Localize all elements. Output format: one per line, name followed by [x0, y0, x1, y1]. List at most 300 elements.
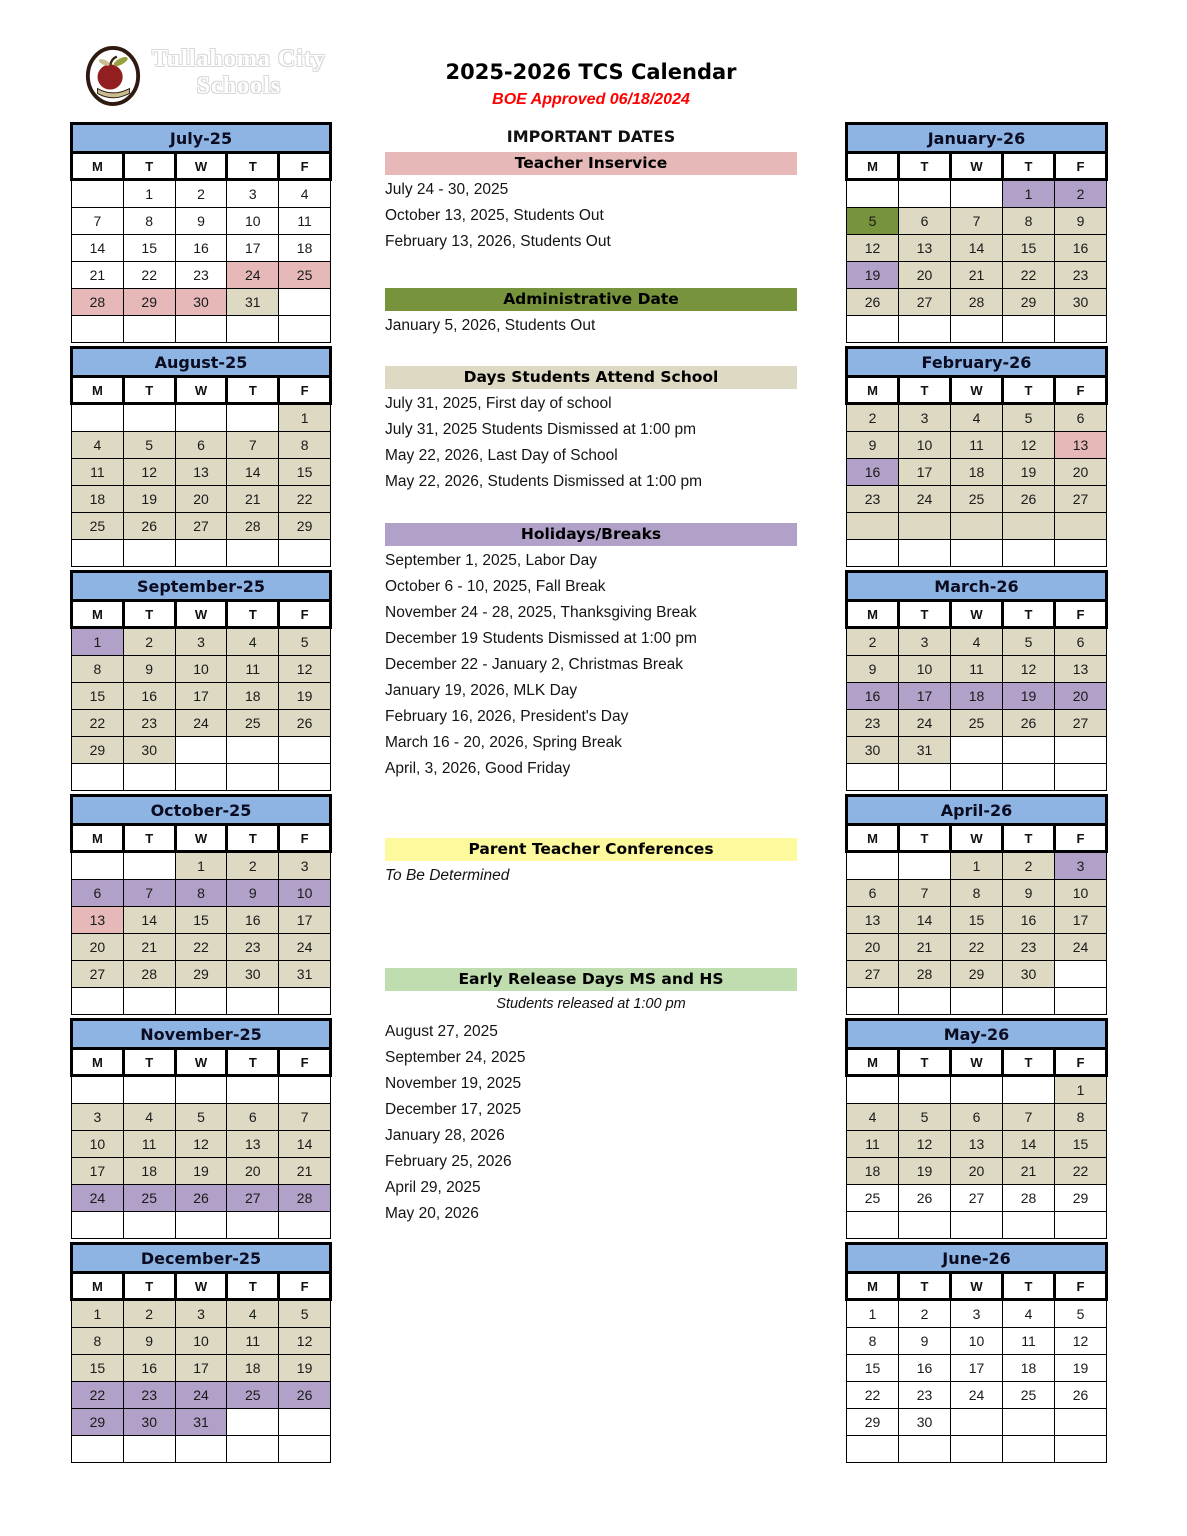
week-row — [72, 1131, 331, 1158]
weekday-label: M — [847, 601, 899, 628]
day-cell: 26 — [1003, 486, 1055, 513]
day-cell: 11 — [72, 459, 124, 486]
important-date-item: February 13, 2026, Students Out — [385, 233, 611, 250]
week-row — [847, 852, 1107, 880]
day-cell: 13 — [72, 907, 124, 934]
day-cell: 9 — [1055, 208, 1107, 235]
important-date-item: January 28, 2026 — [385, 1127, 505, 1144]
week-row — [847, 540, 1107, 567]
week-row — [72, 1409, 331, 1436]
day-cell: 8 — [951, 880, 1003, 907]
day-cell: 7 — [951, 208, 1003, 235]
day-cell: 23 — [175, 262, 227, 289]
day-cell: 23 — [227, 934, 279, 961]
day-cell: 11 — [123, 1131, 175, 1158]
section-item-list — [385, 548, 797, 782]
day-cell: 14 — [899, 907, 951, 934]
day-cell: 19 — [1003, 683, 1055, 710]
week-row — [847, 880, 1107, 907]
day-cell: 12 — [279, 1328, 331, 1355]
day-cell: 3 — [227, 180, 279, 208]
day-cell: 15 — [279, 459, 331, 486]
day-cell — [175, 1436, 227, 1463]
section-item-list — [385, 863, 797, 889]
day-cell: 6 — [951, 1104, 1003, 1131]
day-cell: 12 — [175, 1131, 227, 1158]
day-cell — [175, 1076, 227, 1104]
month-calendar — [70, 346, 332, 567]
day-cell: 25 — [951, 486, 1003, 513]
weekday-header-row — [847, 377, 1107, 404]
week-row — [72, 683, 331, 710]
day-cell: 28 — [279, 1185, 331, 1212]
day-cell — [951, 316, 1003, 343]
day-cell — [227, 540, 279, 567]
day-cell: 9 — [123, 656, 175, 683]
day-cell: 28 — [951, 289, 1003, 316]
day-cell: 27 — [847, 961, 899, 988]
day-cell: 22 — [951, 934, 1003, 961]
month-title: June-26 — [847, 1244, 1107, 1273]
day-cell — [951, 1436, 1003, 1463]
day-cell: 22 — [175, 934, 227, 961]
weekday-label: F — [279, 825, 331, 852]
day-cell: 20 — [1055, 459, 1107, 486]
day-cell: 16 — [1003, 907, 1055, 934]
day-cell: 10 — [279, 880, 331, 907]
day-cell: 11 — [279, 208, 331, 235]
week-row — [847, 737, 1107, 764]
day-cell: 1 — [175, 852, 227, 880]
day-cell: 3 — [951, 1300, 1003, 1328]
day-cell: 9 — [1003, 880, 1055, 907]
important-dates-title: IMPORTANT DATES — [506, 127, 676, 146]
month-calendar — [845, 1018, 1108, 1239]
section-header: Teacher Inservice — [385, 152, 797, 175]
day-cell: 13 — [899, 235, 951, 262]
day-cell — [227, 988, 279, 1015]
day-cell — [899, 540, 951, 567]
weekday-header-row — [72, 153, 331, 180]
weekday-label: T — [227, 601, 279, 628]
weekday-label: W — [175, 825, 227, 852]
page-title: 2025-2026 TCS Calendar — [445, 60, 737, 84]
day-cell — [1003, 764, 1055, 791]
day-cell — [951, 180, 1003, 208]
day-cell: 1 — [1055, 1076, 1107, 1104]
day-cell: 30 — [227, 961, 279, 988]
weekday-label: T — [123, 153, 175, 180]
day-cell: 5 — [123, 432, 175, 459]
weekday-label: F — [279, 1273, 331, 1300]
day-cell — [1055, 764, 1107, 791]
day-cell: 25 — [951, 710, 1003, 737]
day-cell — [951, 513, 1003, 540]
day-cell — [175, 540, 227, 567]
day-cell: 19 — [899, 1158, 951, 1185]
day-cell: 25 — [227, 710, 279, 737]
day-cell: 24 — [279, 934, 331, 961]
day-cell — [1003, 540, 1055, 567]
day-cell: 19 — [847, 262, 899, 289]
day-cell: 27 — [175, 513, 227, 540]
day-cell: 18 — [123, 1158, 175, 1185]
day-cell: 8 — [1055, 1104, 1107, 1131]
week-row — [72, 1300, 331, 1328]
section-subtitle: Students released at 1:00 pm — [496, 996, 686, 1012]
day-cell: 5 — [899, 1104, 951, 1131]
day-cell: 26 — [123, 513, 175, 540]
week-row — [72, 907, 331, 934]
day-cell — [1055, 1212, 1107, 1239]
weekday-label: T — [899, 153, 951, 180]
day-cell: 12 — [279, 656, 331, 683]
weekday-label: M — [72, 601, 124, 628]
day-cell — [847, 764, 899, 791]
weekday-label: M — [72, 153, 124, 180]
week-row — [72, 180, 331, 208]
week-row — [72, 486, 331, 513]
important-dates-section — [385, 366, 797, 495]
day-cell: 13 — [227, 1131, 279, 1158]
day-cell: 18 — [227, 1355, 279, 1382]
weekday-label: W — [175, 377, 227, 404]
day-cell: 22 — [72, 1382, 124, 1409]
day-cell: 9 — [227, 880, 279, 907]
day-cell: 16 — [847, 459, 899, 486]
day-cell: 20 — [72, 934, 124, 961]
day-cell: 1 — [1003, 180, 1055, 208]
weekday-label: T — [123, 601, 175, 628]
day-cell — [72, 316, 124, 343]
day-cell: 27 — [227, 1185, 279, 1212]
day-cell: 10 — [227, 208, 279, 235]
day-cell: 1 — [123, 180, 175, 208]
day-cell: 5 — [1003, 404, 1055, 432]
day-cell: 4 — [72, 432, 124, 459]
day-cell: 31 — [899, 737, 951, 764]
day-cell — [227, 404, 279, 432]
day-cell: 2 — [847, 628, 899, 656]
weekday-label: F — [1055, 1273, 1107, 1300]
weekday-header-row — [847, 1049, 1107, 1076]
weekday-label: W — [951, 153, 1003, 180]
day-cell — [951, 1212, 1003, 1239]
day-cell: 17 — [72, 1158, 124, 1185]
day-cell: 2 — [1003, 852, 1055, 880]
day-cell: 11 — [1003, 1328, 1055, 1355]
school-logo — [84, 44, 326, 108]
day-cell — [847, 540, 899, 567]
day-cell — [175, 737, 227, 764]
day-cell: 15 — [1055, 1131, 1107, 1158]
day-cell: 18 — [227, 683, 279, 710]
weekday-header-row — [72, 825, 331, 852]
day-cell: 10 — [175, 656, 227, 683]
day-cell — [1003, 513, 1055, 540]
day-cell — [279, 1076, 331, 1104]
day-cell: 3 — [899, 404, 951, 432]
day-cell: 5 — [175, 1104, 227, 1131]
important-date-item: October 6 - 10, 2025, Fall Break — [385, 578, 606, 595]
month-calendar — [845, 1242, 1108, 1463]
month-calendar — [70, 570, 332, 791]
day-cell — [899, 852, 951, 880]
weekday-label: T — [1003, 825, 1055, 852]
day-cell: 24 — [72, 1185, 124, 1212]
month-title: December-25 — [72, 1244, 331, 1273]
day-cell: 26 — [847, 289, 899, 316]
month-title: February-26 — [847, 348, 1107, 377]
day-cell: 21 — [1003, 1158, 1055, 1185]
day-cell: 12 — [1055, 1328, 1107, 1355]
day-cell: 28 — [1003, 1185, 1055, 1212]
day-cell: 19 — [1003, 459, 1055, 486]
important-date-item: May 22, 2026, Students Dismissed at 1:00 pm — [385, 473, 703, 490]
day-cell — [227, 737, 279, 764]
week-row — [72, 459, 331, 486]
day-cell: 29 — [72, 1409, 124, 1436]
day-cell: 14 — [72, 235, 124, 262]
day-cell: 26 — [1055, 1382, 1107, 1409]
day-cell — [227, 1212, 279, 1239]
week-row — [847, 1212, 1107, 1239]
day-cell — [847, 1212, 899, 1239]
day-cell — [175, 1212, 227, 1239]
day-cell — [1055, 988, 1107, 1015]
day-cell: 11 — [227, 1328, 279, 1355]
day-cell: 20 — [1055, 683, 1107, 710]
important-date-item: December 17, 2025 — [385, 1101, 522, 1118]
day-cell: 6 — [175, 432, 227, 459]
day-cell: 3 — [175, 1300, 227, 1328]
day-cell — [72, 1076, 124, 1104]
weekday-header-row — [847, 153, 1107, 180]
day-cell: 6 — [72, 880, 124, 907]
day-cell: 19 — [175, 1158, 227, 1185]
day-cell: 17 — [175, 1355, 227, 1382]
weekday-label: T — [123, 1049, 175, 1076]
weekday-label: T — [1003, 601, 1055, 628]
day-cell: 29 — [279, 513, 331, 540]
month-title: November-25 — [72, 1020, 331, 1049]
day-cell — [123, 852, 175, 880]
week-row — [847, 1328, 1107, 1355]
day-cell: 10 — [72, 1131, 124, 1158]
day-cell: 11 — [847, 1131, 899, 1158]
day-cell: 22 — [279, 486, 331, 513]
day-cell: 16 — [899, 1355, 951, 1382]
weekday-label: T — [227, 1273, 279, 1300]
day-cell — [1003, 316, 1055, 343]
day-cell: 19 — [279, 683, 331, 710]
day-cell: 2 — [899, 1300, 951, 1328]
day-cell: 17 — [227, 235, 279, 262]
important-date-item: May 22, 2026, Last Day of School — [385, 447, 618, 464]
day-cell: 29 — [1003, 289, 1055, 316]
day-cell: 28 — [899, 961, 951, 988]
day-cell: 16 — [847, 683, 899, 710]
important-dates-section — [385, 968, 797, 1227]
day-cell: 18 — [72, 486, 124, 513]
day-cell — [1055, 316, 1107, 343]
day-cell: 5 — [279, 628, 331, 656]
day-cell: 25 — [279, 262, 331, 289]
day-cell: 6 — [227, 1104, 279, 1131]
section-item-list — [385, 391, 797, 495]
day-cell: 28 — [123, 961, 175, 988]
important-date-item: December 19 Students Dismissed at 1:00 pm — [385, 630, 697, 647]
day-cell: 5 — [1003, 628, 1055, 656]
important-date-item: September 24, 2025 — [385, 1049, 526, 1066]
day-cell — [72, 180, 124, 208]
day-cell: 1 — [72, 1300, 124, 1328]
weekday-label: T — [899, 1273, 951, 1300]
day-cell: 15 — [123, 235, 175, 262]
day-cell: 28 — [227, 513, 279, 540]
day-cell — [227, 764, 279, 791]
day-cell: 29 — [1055, 1185, 1107, 1212]
month-calendar — [70, 794, 332, 1015]
week-row — [72, 1158, 331, 1185]
day-cell: 21 — [227, 486, 279, 513]
day-cell: 17 — [1055, 907, 1107, 934]
weekday-label: M — [72, 825, 124, 852]
weekday-label: M — [72, 377, 124, 404]
weekday-label: T — [123, 825, 175, 852]
week-row — [72, 1328, 331, 1355]
weekday-label: F — [1055, 601, 1107, 628]
weekday-label: W — [175, 153, 227, 180]
day-cell: 8 — [1003, 208, 1055, 235]
week-row — [847, 486, 1107, 513]
week-row — [72, 764, 331, 791]
day-cell — [1003, 1436, 1055, 1463]
weekday-label: T — [227, 153, 279, 180]
apple-logo-icon — [84, 44, 142, 108]
day-cell: 26 — [899, 1185, 951, 1212]
day-cell — [175, 988, 227, 1015]
day-cell: 15 — [951, 907, 1003, 934]
day-cell: 30 — [1055, 289, 1107, 316]
weekday-label: W — [951, 1273, 1003, 1300]
day-cell: 21 — [899, 934, 951, 961]
day-cell: 1 — [847, 1300, 899, 1328]
week-row — [72, 1355, 331, 1382]
boe-approval-note: BOE Approved 06/18/2024 — [492, 91, 690, 108]
day-cell: 24 — [1055, 934, 1107, 961]
day-cell: 10 — [175, 1328, 227, 1355]
important-date-item: November 19, 2025 — [385, 1075, 522, 1092]
day-cell — [72, 852, 124, 880]
day-cell: 2 — [123, 628, 175, 656]
day-cell: 4 — [227, 628, 279, 656]
day-cell — [1003, 988, 1055, 1015]
day-cell: 31 — [175, 1409, 227, 1436]
day-cell — [951, 1076, 1003, 1104]
day-cell — [72, 764, 124, 791]
day-cell — [279, 1212, 331, 1239]
day-cell — [847, 988, 899, 1015]
day-cell: 19 — [279, 1355, 331, 1382]
day-cell — [951, 540, 1003, 567]
weekday-header-row — [847, 601, 1107, 628]
week-row — [72, 656, 331, 683]
weekday-label: T — [1003, 153, 1055, 180]
school-name-line2: Schools — [196, 73, 282, 99]
day-cell — [847, 1436, 899, 1463]
section-header: Administrative Date — [385, 288, 797, 311]
day-cell: 3 — [175, 628, 227, 656]
day-cell: 30 — [1003, 961, 1055, 988]
day-cell: 10 — [899, 432, 951, 459]
section-header: Parent Teacher Conferences — [385, 838, 797, 861]
day-cell: 25 — [227, 1382, 279, 1409]
month-title: July-25 — [72, 124, 331, 153]
weekday-label: T — [227, 1049, 279, 1076]
day-cell: 18 — [951, 459, 1003, 486]
section-header: Early Release Days MS and HS — [385, 968, 797, 991]
weekday-label: T — [227, 377, 279, 404]
day-cell — [899, 316, 951, 343]
day-cell: 23 — [847, 710, 899, 737]
day-cell: 16 — [123, 1355, 175, 1382]
day-cell: 19 — [1055, 1355, 1107, 1382]
day-cell: 27 — [1055, 710, 1107, 737]
day-cell: 4 — [951, 404, 1003, 432]
day-cell: 13 — [1055, 432, 1107, 459]
week-row — [72, 289, 331, 316]
day-cell — [279, 316, 331, 343]
month-title: March-26 — [847, 572, 1107, 601]
day-cell — [1055, 1436, 1107, 1463]
day-cell: 21 — [279, 1158, 331, 1185]
day-cell — [72, 1436, 124, 1463]
month-title: August-25 — [72, 348, 331, 377]
day-cell — [279, 289, 331, 316]
day-cell — [951, 1409, 1003, 1436]
day-cell: 10 — [899, 656, 951, 683]
important-date-item: July 24 - 30, 2025 — [385, 181, 509, 198]
day-cell: 7 — [72, 208, 124, 235]
important-date-item: March 16 - 20, 2026, Spring Break — [385, 734, 622, 751]
day-cell: 8 — [123, 208, 175, 235]
important-date-item: February 16, 2026, President's Day — [385, 708, 629, 725]
week-row — [72, 961, 331, 988]
section-header: Days Students Attend School — [385, 366, 797, 389]
weekday-header-row — [72, 1273, 331, 1300]
day-cell: 17 — [951, 1355, 1003, 1382]
day-cell — [951, 988, 1003, 1015]
day-cell: 7 — [123, 880, 175, 907]
day-cell: 16 — [227, 907, 279, 934]
important-date-item: To Be Determined — [385, 867, 510, 884]
day-cell: 15 — [175, 907, 227, 934]
weekday-label: T — [1003, 1273, 1055, 1300]
weekday-label: T — [1003, 1049, 1055, 1076]
week-row — [847, 1076, 1107, 1104]
week-row — [72, 852, 331, 880]
week-row — [72, 934, 331, 961]
day-cell: 17 — [899, 459, 951, 486]
day-cell: 11 — [951, 432, 1003, 459]
day-cell: 29 — [123, 289, 175, 316]
weekday-label: M — [847, 153, 899, 180]
day-cell — [899, 988, 951, 1015]
day-cell: 3 — [1055, 852, 1107, 880]
weekday-label: M — [72, 1273, 124, 1300]
day-cell: 24 — [175, 1382, 227, 1409]
